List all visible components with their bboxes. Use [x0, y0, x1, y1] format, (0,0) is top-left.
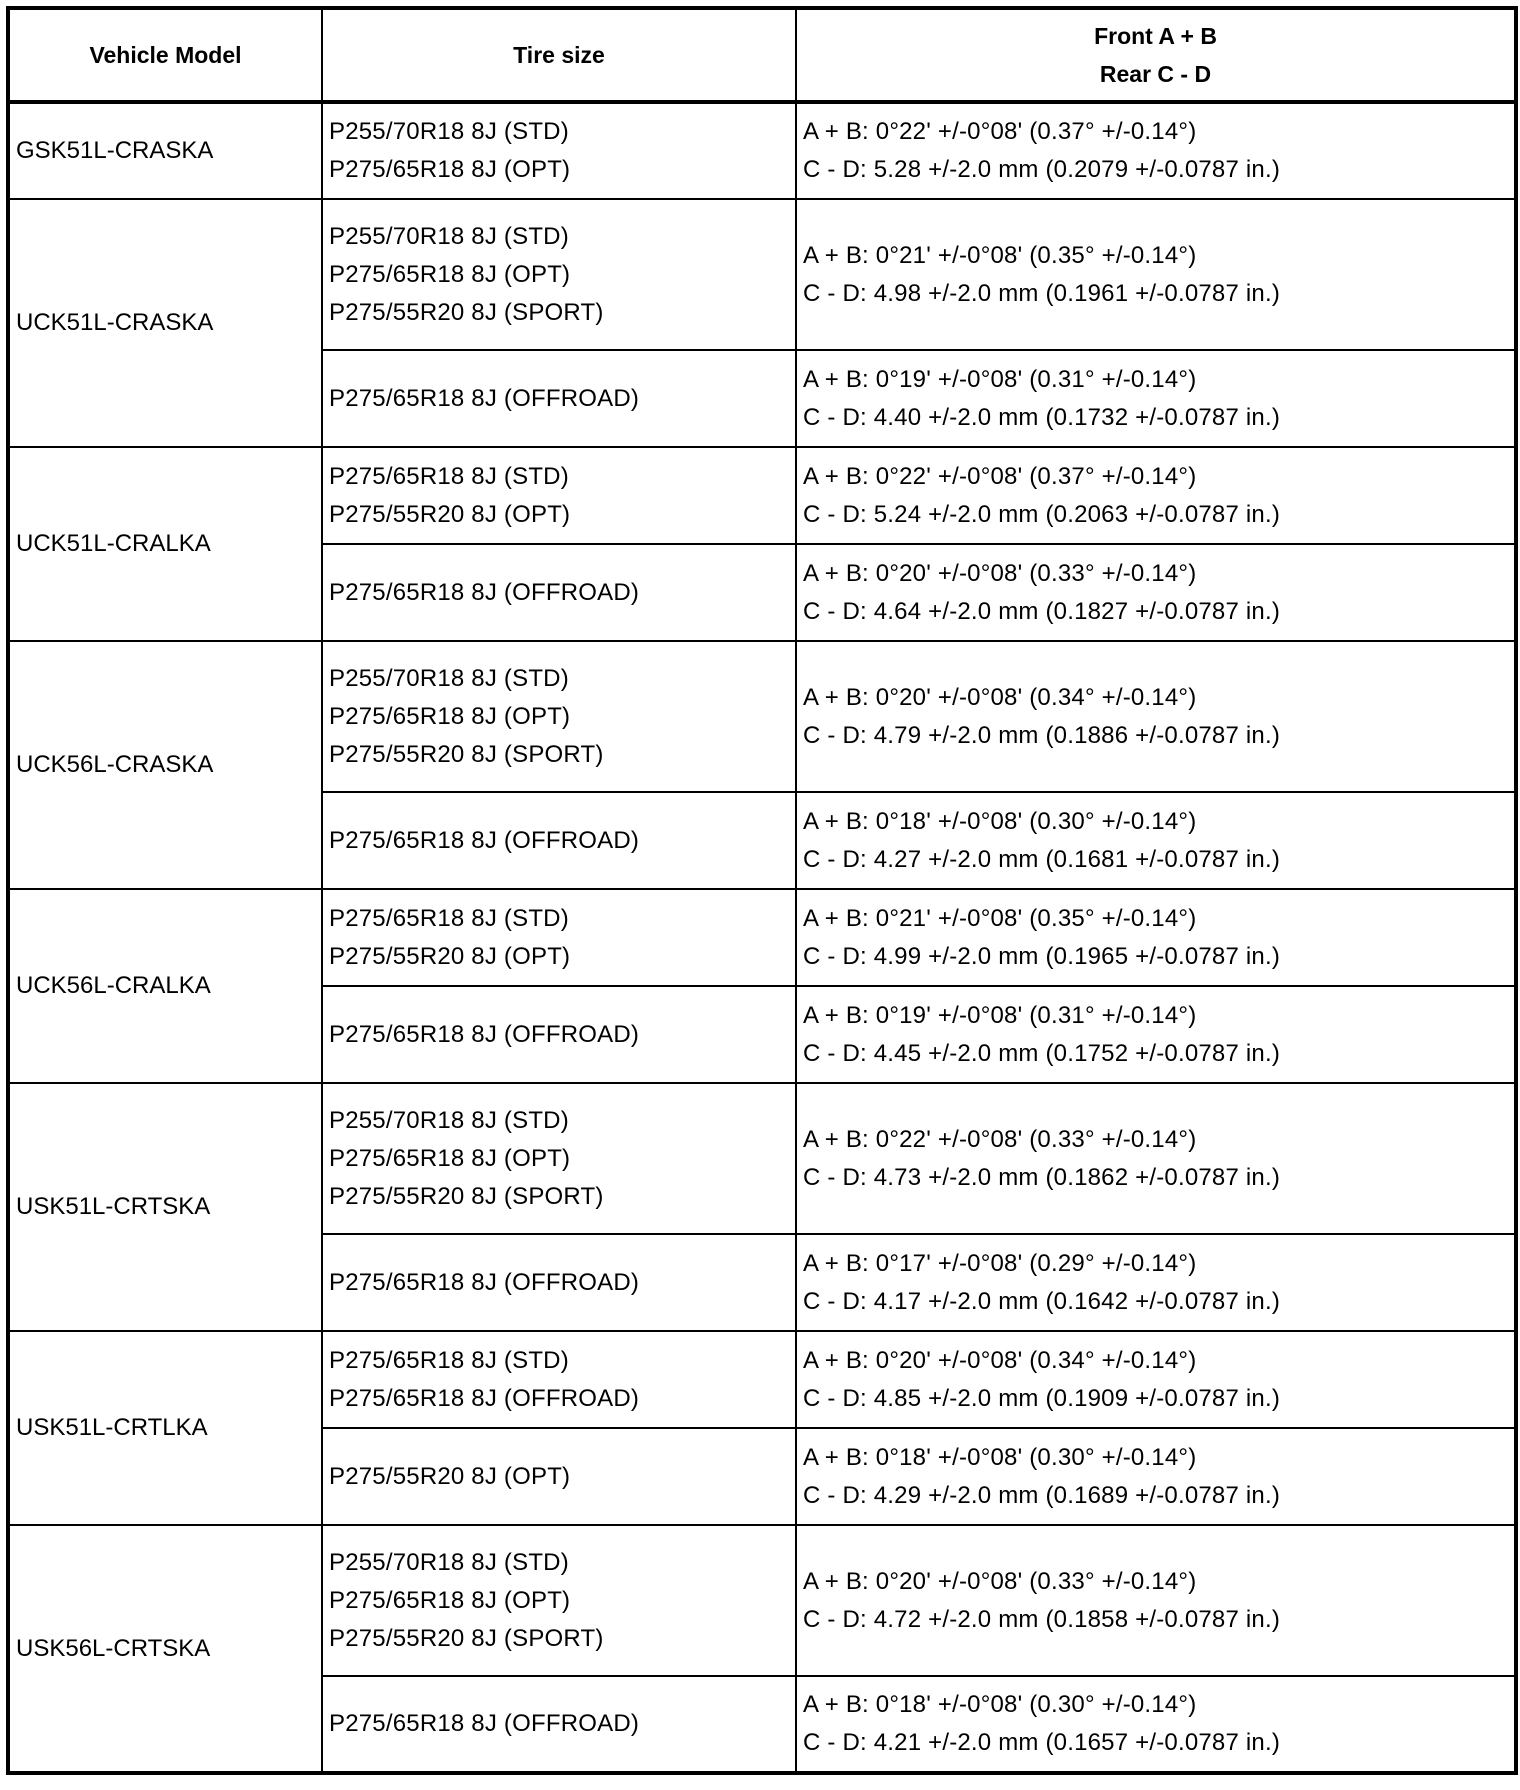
tire-size-entry: P275/65R18 8J (OPT)	[329, 156, 571, 183]
tire-size-entry: P275/65R18 8J (OPT)	[329, 260, 571, 288]
tire-size-entry: P255/70R18 8J (STD)	[329, 664, 569, 692]
tire-size-entry: P255/70R18 8J (STD)	[329, 222, 569, 250]
tire-size-entry: P275/65R18 8J (OFFROAD)	[329, 578, 640, 606]
tire-size-entry: P275/65R18 8J (OFFROAD)	[329, 1384, 640, 1412]
alignment-spec-cell	[796, 986, 1516, 1083]
front-toe-spec: A + B: 0°20' +/-0°08' (0.34° +/-0.14°)	[803, 683, 1197, 711]
tire-size-entry: P275/55R20 8J (OPT)	[329, 1462, 571, 1490]
alignment-spec-cell	[796, 1234, 1516, 1331]
rear-toe-spec: C - D: 4.45 +/-2.0 mm (0.1752 +/-0.0787 in.)	[803, 1039, 1281, 1067]
tire-size-entry: P275/65R18 8J (OPT)	[329, 702, 571, 730]
vehicle-model-cell: USK51L-CRTLKA	[8, 1331, 322, 1525]
table-body	[8, 102, 1516, 1773]
tire-size-entry: P275/65R18 8J (STD)	[329, 1346, 569, 1374]
tire-size-entry: P275/65R18 8J (OFFROAD)	[329, 1020, 640, 1048]
table-header	[8, 8, 1516, 102]
tire-size-entry: P275/55R20 8J (SPORT)	[329, 298, 604, 326]
tire-size-entry: P275/65R18 8J (OPT)	[329, 1586, 571, 1614]
tire-size-entry: P275/55R20 8J (SPORT)	[329, 1182, 604, 1210]
header-row	[8, 8, 1516, 102]
front-toe-spec: A + B: 0°20' +/-0°08' (0.34° +/-0.14°)	[803, 1346, 1197, 1374]
alignment-spec-cell	[796, 792, 1516, 889]
alignment-spec-cell	[796, 1525, 1516, 1676]
alignment-spec-cell	[796, 641, 1516, 792]
table-row	[8, 1331, 1516, 1428]
rear-toe-spec: C - D: 5.28 +/-2.0 mm (0.2079 +/-0.0787 in.)	[803, 156, 1281, 183]
tire-size-entry: P275/65R18 8J (OFFROAD)	[329, 384, 640, 412]
vehicle-model-cell: GSK51L-CRASKA	[8, 102, 322, 199]
rear-toe-spec: C - D: 4.29 +/-2.0 mm (0.1689 +/-0.0787 in.)	[803, 1481, 1281, 1509]
tire-size-entry: P275/65R18 8J (OFFROAD)	[329, 1710, 640, 1737]
vehicle-model-cell: UCK56L-CRALKA	[8, 889, 322, 1083]
tire-size-cell	[322, 1083, 796, 1234]
alignment-spec-cell	[796, 1083, 1516, 1234]
tire-size-cell	[322, 1428, 796, 1525]
table-row	[8, 447, 1516, 544]
tire-size-entry: P275/65R18 8J (STD)	[329, 904, 569, 932]
alignment-spec-cell	[796, 199, 1516, 350]
alignment-spec-cell	[796, 350, 1516, 447]
table-row	[8, 1083, 1516, 1234]
tire-size-entry: P255/70R18 8J (STD)	[329, 1106, 569, 1134]
vehicle-model-cell: USK51L-CRTSKA	[8, 1083, 322, 1331]
rear-toe-spec: C - D: 4.64 +/-2.0 mm (0.1827 +/-0.0787 in.)	[803, 597, 1281, 625]
rear-toe-spec: C - D: 5.24 +/-2.0 mm (0.2063 +/-0.0787 in.)	[803, 500, 1281, 528]
alignment-spec-cell	[796, 544, 1516, 641]
alignment-spec-cell	[796, 889, 1516, 986]
alignment-spec-cell	[796, 1676, 1516, 1773]
alignment-spec-cell	[796, 1331, 1516, 1428]
front-toe-spec: A + B: 0°17' +/-0°08' (0.29° +/-0.14°)	[803, 1249, 1197, 1277]
tire-size-cell	[322, 889, 796, 986]
tire-size-cell	[322, 986, 796, 1083]
alignment-spec-cell	[796, 1428, 1516, 1525]
alignment-spec-table	[6, 6, 1518, 1775]
header-spec	[796, 8, 1516, 102]
tire-size-cell	[322, 102, 796, 199]
front-toe-spec: A + B: 0°18' +/-0°08' (0.30° +/-0.14°)	[803, 1691, 1197, 1718]
rear-toe-spec: C - D: 4.27 +/-2.0 mm (0.1681 +/-0.0787 in.)	[803, 845, 1281, 873]
tire-size-entry: P275/55R20 8J (OPT)	[329, 942, 571, 970]
front-toe-spec: A + B: 0°18' +/-0°08' (0.30° +/-0.14°)	[803, 1443, 1197, 1471]
front-toe-spec: A + B: 0°20' +/-0°08' (0.33° +/-0.14°)	[803, 1567, 1197, 1595]
tire-size-cell	[322, 1234, 796, 1331]
tire-size-entry: P275/55R20 8J (OPT)	[329, 500, 571, 528]
table-row	[8, 889, 1516, 986]
vehicle-model-cell: UCK56L-CRASKA	[8, 641, 322, 889]
tire-size-cell	[322, 1676, 796, 1773]
header-spec-rear: Rear C - D	[1099, 61, 1212, 87]
front-toe-spec: A + B: 0°21' +/-0°08' (0.35° +/-0.14°)	[803, 904, 1197, 932]
front-toe-spec: A + B: 0°22' +/-0°08' (0.37° +/-0.14°)	[803, 462, 1197, 490]
table-row	[8, 1525, 1516, 1676]
tire-size-cell	[322, 447, 796, 544]
rear-toe-spec: C - D: 4.73 +/-2.0 mm (0.1862 +/-0.0787 in.)	[803, 1163, 1281, 1191]
tire-size-entry: P275/65R18 8J (OFFROAD)	[329, 1268, 640, 1296]
tire-size-entry: P255/70R18 8J (STD)	[329, 118, 569, 145]
tire-size-entry: P255/70R18 8J (STD)	[329, 1548, 569, 1576]
vehicle-model-cell: UCK51L-CRALKA	[8, 447, 322, 641]
rear-toe-spec: C - D: 4.98 +/-2.0 mm (0.1961 +/-0.0787 in.)	[803, 279, 1281, 307]
front-toe-spec: A + B: 0°21' +/-0°08' (0.35° +/-0.14°)	[803, 241, 1197, 269]
rear-toe-spec: C - D: 4.17 +/-2.0 mm (0.1642 +/-0.0787 in.)	[803, 1287, 1281, 1315]
table-row	[8, 199, 1516, 350]
alignment-spec-cell	[796, 447, 1516, 544]
rear-toe-spec: C - D: 4.79 +/-2.0 mm (0.1886 +/-0.0787 in.)	[803, 721, 1281, 749]
tire-size-cell	[322, 544, 796, 641]
rear-toe-spec: C - D: 4.40 +/-2.0 mm (0.1732 +/-0.0787 in.)	[803, 403, 1281, 431]
alignment-spec-cell	[796, 102, 1516, 199]
tire-size-entry: P275/65R18 8J (OFFROAD)	[329, 826, 640, 854]
tire-size-cell	[322, 350, 796, 447]
front-toe-spec: A + B: 0°19' +/-0°08' (0.31° +/-0.14°)	[803, 1001, 1197, 1029]
tire-size-cell	[322, 1525, 796, 1676]
front-toe-spec: A + B: 0°20' +/-0°08' (0.33° +/-0.14°)	[803, 559, 1197, 587]
rear-toe-spec: C - D: 4.72 +/-2.0 mm (0.1858 +/-0.0787 in.)	[803, 1605, 1281, 1633]
tire-size-entry: P275/65R18 8J (OPT)	[329, 1144, 571, 1172]
tire-size-entry: P275/55R20 8J (SPORT)	[329, 740, 604, 768]
front-toe-spec: A + B: 0°22' +/-0°08' (0.33° +/-0.14°)	[803, 1125, 1197, 1153]
rear-toe-spec: C - D: 4.99 +/-2.0 mm (0.1965 +/-0.0787 in.)	[803, 942, 1281, 970]
tire-size-cell	[322, 199, 796, 350]
table-row	[8, 641, 1516, 792]
tire-size-entry: P275/55R20 8J (SPORT)	[329, 1624, 604, 1652]
front-toe-spec: A + B: 0°19' +/-0°08' (0.31° +/-0.14°)	[803, 365, 1197, 393]
front-toe-spec: A + B: 0°22' +/-0°08' (0.37° +/-0.14°)	[803, 118, 1197, 145]
vehicle-model-cell: USK56L-CRTSKA	[8, 1525, 322, 1773]
header-spec-front: Front A + B	[1094, 23, 1217, 49]
tire-size-cell	[322, 641, 796, 792]
table-row	[8, 102, 1516, 199]
tire-size-cell	[322, 792, 796, 889]
header-vehicle-model: Vehicle Model	[8, 8, 322, 102]
tire-size-entry: P275/65R18 8J (STD)	[329, 462, 569, 490]
rear-toe-spec: C - D: 4.21 +/-2.0 mm (0.1657 +/-0.0787 in.)	[803, 1729, 1281, 1756]
vehicle-model-cell: UCK51L-CRASKA	[8, 199, 322, 447]
header-tire-size: Tire size	[322, 8, 796, 102]
rear-toe-spec: C - D: 4.85 +/-2.0 mm (0.1909 +/-0.0787 in.)	[803, 1384, 1281, 1412]
front-toe-spec: A + B: 0°18' +/-0°08' (0.30° +/-0.14°)	[803, 807, 1197, 835]
tire-size-cell	[322, 1331, 796, 1428]
